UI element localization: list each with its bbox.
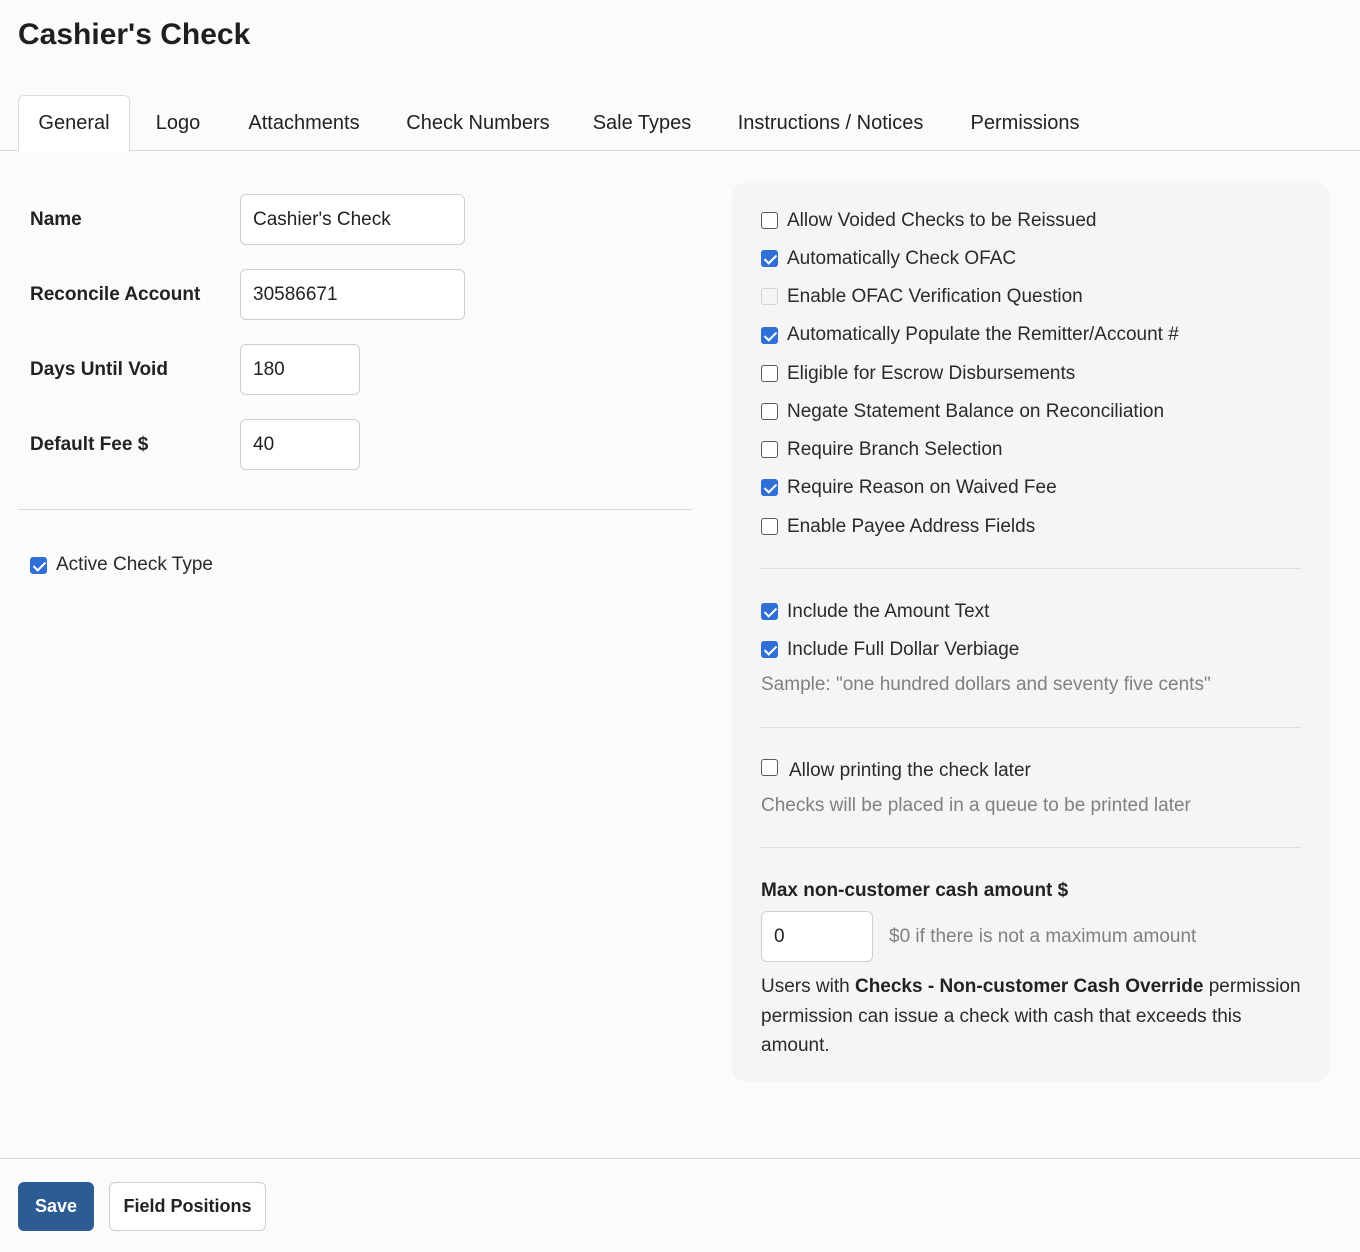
negate-statement-balance-label: Negate Statement Balance on Reconciliation	[787, 401, 1165, 422]
amount-divider	[761, 727, 1301, 728]
tab-instructions-notices[interactable]: Instructions / Notices	[737, 111, 924, 134]
auto-check-ofac-checkbox[interactable]	[761, 250, 778, 267]
auto-check-ofac-label: Automatically Check OFAC	[787, 248, 1017, 269]
days-until-void-input[interactable]	[240, 344, 360, 395]
reconcile-account-label: Reconcile Account	[30, 284, 201, 305]
include-full-dollar-checkbox[interactable]	[761, 641, 778, 658]
negate-statement-balance-checkbox[interactable]	[761, 403, 778, 420]
max-cash-hint: $0 if there is not a maximum amount	[889, 926, 1197, 947]
escrow-disbursements-checkbox[interactable]	[761, 365, 778, 382]
allow-print-later-label: Allow printing the check later	[789, 760, 1031, 781]
allow-print-later-checkbox[interactable]	[761, 759, 778, 776]
form-divider	[18, 509, 693, 510]
payee-address-fields-checkbox[interactable]	[761, 518, 778, 535]
default-fee-label: Default Fee $	[30, 434, 149, 455]
include-amount-text-label: Include the Amount Text	[787, 601, 990, 622]
require-branch-selection-label: Require Branch Selection	[787, 439, 1003, 460]
payee-address-fields-label: Enable Payee Address Fields	[787, 516, 1036, 537]
auto-populate-remitter-label: Automatically Populate the Remitter/Account #	[787, 324, 1179, 345]
print-later-divider	[761, 847, 1301, 848]
footer-divider	[0, 1158, 1360, 1159]
field-positions-button[interactable]: Field Positions	[109, 1182, 266, 1231]
tab-check-numbers[interactable]: Check Numbers	[406, 111, 550, 134]
amount-sample-text: Sample: "one hundred dollars and seventy five cents"	[761, 674, 1211, 695]
max-cash-permission-name: Checks - Non-customer Cash Override	[854, 976, 1204, 997]
max-cash-note-prefix: Users with	[761, 976, 855, 997]
name-label: Name	[30, 209, 82, 230]
max-cash-note	[761, 972, 1311, 1061]
tab-bar	[0, 95, 1360, 151]
allow-voided-reissue-checkbox[interactable]	[761, 212, 778, 229]
allow-voided-reissue-label: Allow Voided Checks to be Reissued	[787, 210, 1097, 231]
ofac-verification-question-label: Enable OFAC Verification Question	[787, 286, 1083, 307]
include-amount-text-checkbox[interactable]	[761, 603, 778, 620]
require-branch-selection-checkbox[interactable]	[761, 441, 778, 458]
require-reason-waived-fee-checkbox[interactable]	[761, 479, 778, 496]
require-reason-waived-fee-label: Require Reason on Waived Fee	[787, 477, 1057, 498]
active-check-type-checkbox[interactable]	[30, 557, 47, 574]
reconcile-account-input[interactable]	[240, 269, 465, 320]
escrow-disbursements-label: Eligible for Escrow Disbursements	[787, 363, 1076, 384]
tab-attachments[interactable]: Attachments	[248, 111, 360, 134]
default-fee-input[interactable]	[240, 419, 360, 470]
tab-sale-types[interactable]: Sale Types	[592, 111, 692, 134]
options-divider	[761, 568, 1301, 569]
tab-general[interactable]: General	[18, 95, 130, 152]
tab-permissions[interactable]: Permissions	[970, 111, 1080, 134]
max-cash-label: Max non-customer cash amount $	[761, 880, 1069, 901]
save-button[interactable]: Save	[18, 1182, 94, 1231]
print-later-help: Checks will be placed in a queue to be printed later	[761, 795, 1191, 816]
name-input[interactable]	[240, 194, 465, 245]
max-cash-note-suffix: permission permission can issue a check with cash that exceeds this amount.	[761, 976, 1301, 1056]
active-check-type-label: Active Check Type	[56, 554, 214, 575]
page-title: Cashier's Check	[18, 18, 251, 51]
include-full-dollar-label: Include Full Dollar Verbiage	[787, 639, 1020, 660]
auto-populate-remitter-checkbox[interactable]	[761, 327, 778, 344]
ofac-verification-question-checkbox	[761, 288, 778, 305]
max-cash-input[interactable]	[761, 911, 873, 962]
tab-logo[interactable]: Logo	[155, 111, 201, 134]
days-until-void-label: Days Until Void	[30, 359, 168, 380]
